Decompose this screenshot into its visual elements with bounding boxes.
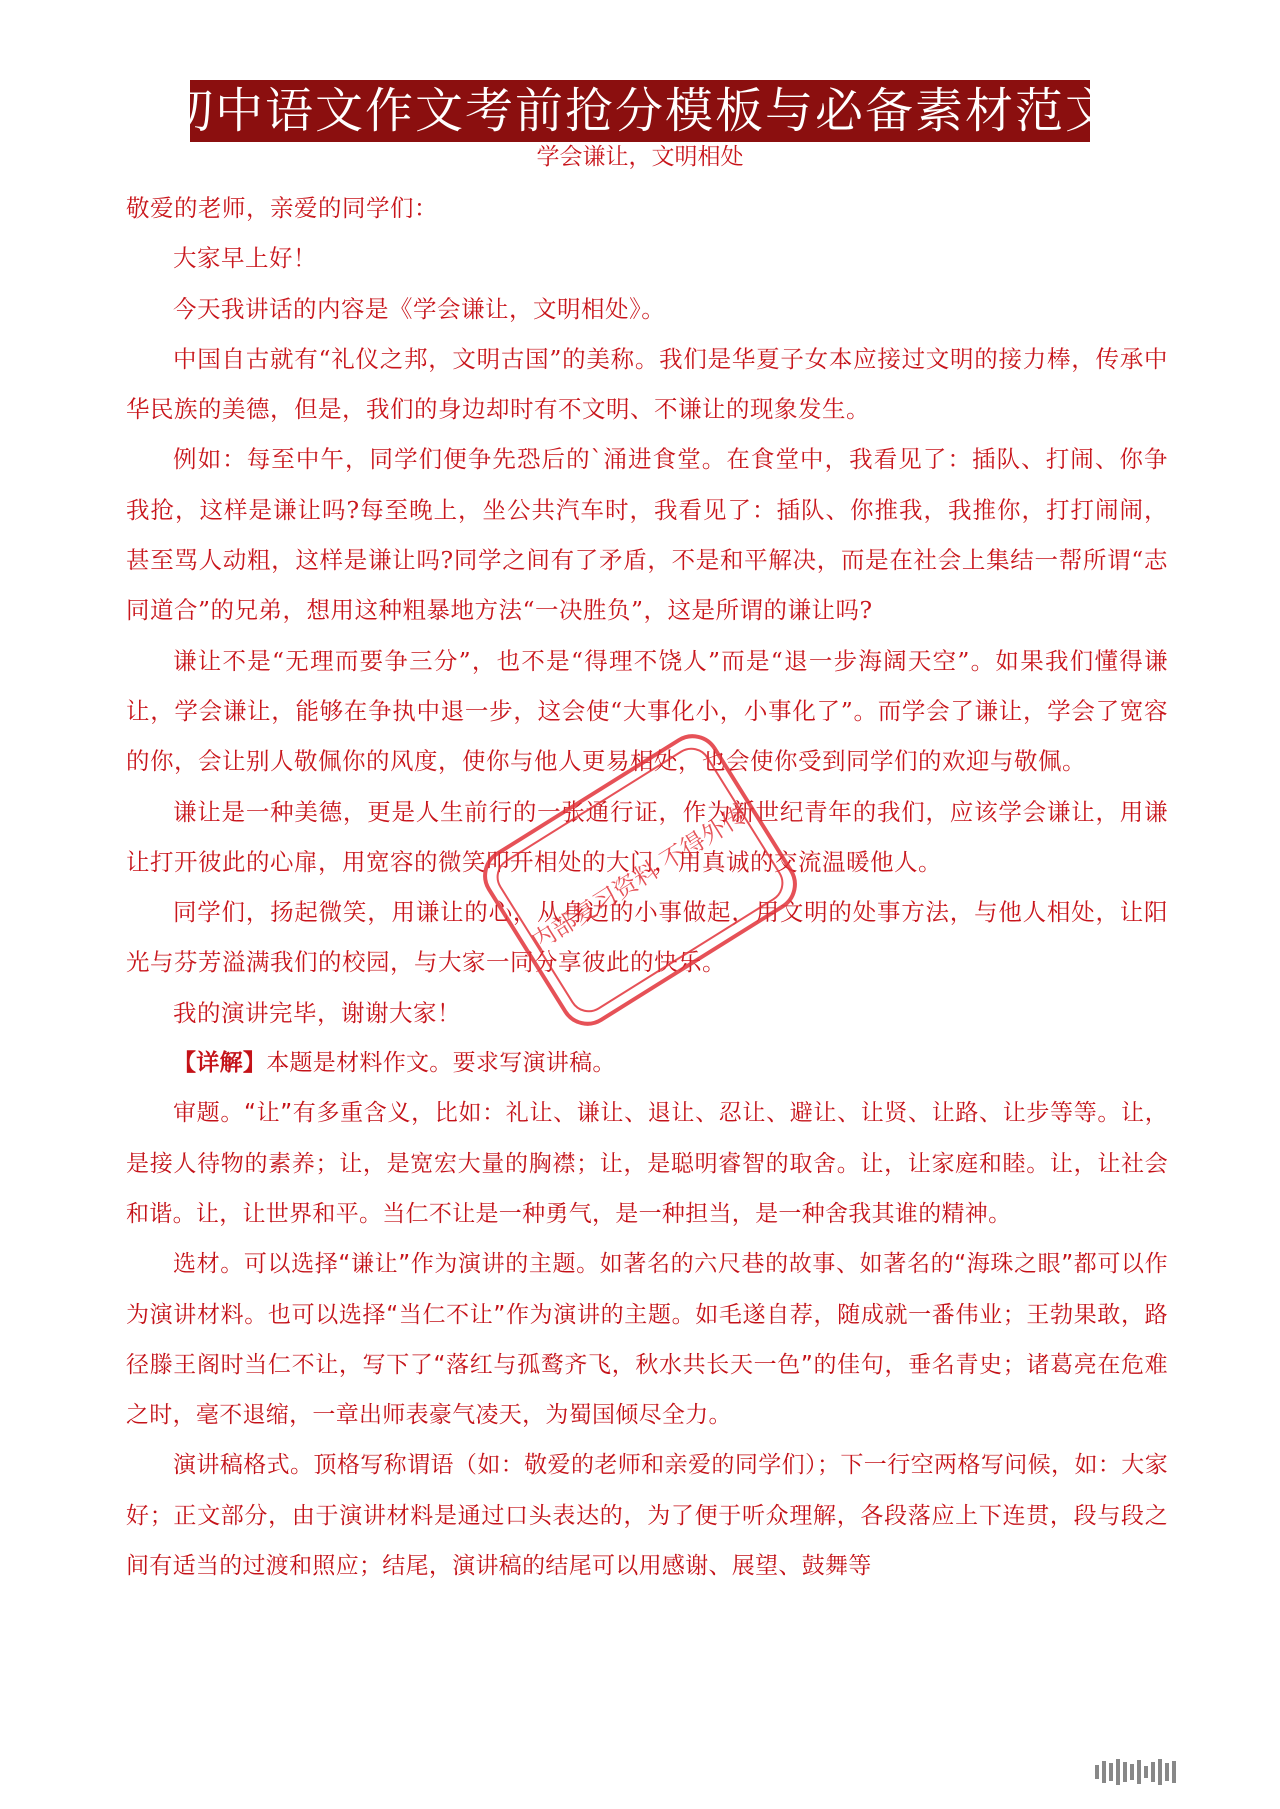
essay-closing: 我的演讲完毕，谢谢大家！ (173, 998, 461, 1027)
stamp-text: 内部复习资料 不得外传 (526, 800, 752, 956)
essay-paragraph: 谦让不是“无理而要争三分”，也不是“得理不饶人”而是“退一步海阔天空”。如果我们懂得谦让，学会谦让，能够在争执中退一步，这会使“大事化小，小事化了”。而学会了谦让，学会了宽容的你，会让别人敬佩你的风度，使你与他人更易相处，也会使你受到同学们的欢迎与敬佩。 (126, 646, 1168, 776)
essay-paragraph: 谦让是一种美德，更是人生前行的一张通行证，作为新世纪青年的我们，应该学会谦让，用谦让打开彼此的心扉，用宽容的微笑叩开相处的大门，用真诚的交流温暖他人。 (126, 797, 1168, 876)
page-title: 初中语文作文考前抢分模板与必备素材范文 (165, 83, 1116, 139)
essay-salutation: 敬爱的老师，亲爱的同学们： (126, 194, 438, 222)
analysis-tag: 【详解】 (173, 1050, 267, 1077)
document-body (126, 183, 1168, 1591)
barcode-mark (1095, 1755, 1235, 1789)
essay-greeting: 大家早上好！ (173, 244, 317, 273)
essay-paragraph: 同学们，扬起微笑，用谦让的心，从身边的小事做起，用文明的处事方法，与他人相处，让阳光与芬芳溢满我们的校园，与大家一同分享彼此的快乐。 (126, 898, 1168, 977)
analysis-paragraph: 选材。可以选择“谦让”作为演讲的主题。如著名的六尺巷的故事、如著名的“海珠之眼”都可以作为演讲材料。也可以选择“当仁不让”作为演讲的主题。如毛遂自荐，随成就一番伟业；王勃果敢，路径滕王阁时当仁不让，写下了“落红与孤鹜齐飞，秋水共长天一色”的佳句，垂名青史；诸葛亮在危难之时，毫不退缩，一章出师表豪气凌天，为蜀国倾尽全力。 (126, 1251, 1168, 1429)
essay-paragraph: 中国自古就有“礼仪之邦，文明古国”的美称。我们是华夏子女本应接过文明的接力棒，传承中华民族的美德，但是，我们的身边却时有不文明、不谦让的现象发生。 (126, 344, 1168, 424)
essay-subtitle: 学会谦让，文明相处 (536, 144, 744, 170)
title-banner (165, 80, 1116, 142)
essay-paragraph: 今天我讲话的内容是《学会谦让，文明相处》。 (173, 294, 666, 323)
analysis-intro-text: 本题是材料作文。要求写演讲稿。 (266, 1050, 616, 1077)
analysis-paragraph: 审题。“让”有多重含义，比如：礼让、谦让、退让、忍让、避让、让贤、让路、让步等等。让，是接人待物的素养；让，是宽宏大量的胸襟；让，是聪明睿智的取舍。让，让家庭和睦。让，让社会和谐。让，让世界和平。当仁不让是一种勇气，是一种担当，是一种舍我其谁的精神。 (126, 1100, 1168, 1227)
essay-paragraph: 例如：每至中午，同学们便争先恐后的`涌进食堂。在食堂中，我看见了：插队、打闹、你争我抢，这样是谦让吗?每至晚上，坐公共汽车时，我看见了：插队、你推我，我推你，打打闹闹，甚至骂人动粗，这样是谦让吗?同学之间有了矛盾，不是和平解决，而是在社会上集结一帮所谓“志同道合”的兄弟，想用这种粗暴地方法“一决胜负”，这是所谓的谦让吗? (126, 445, 1168, 625)
analysis-intro (126, 1038, 1168, 1088)
analysis-paragraph: 演讲稿格式。顶格写称谓语（如：敬爱的老师和亲爱的同学们）；下一行空两格写问候，如：大家好；正文部分，由于演讲材料是通过口头表达的，为了便于听众理解，各段落应上下连贯，段与段之间有适当的过渡和照应；结尾，演讲稿的结尾可以用感谢、展望、鼓舞等 (126, 1452, 1168, 1580)
